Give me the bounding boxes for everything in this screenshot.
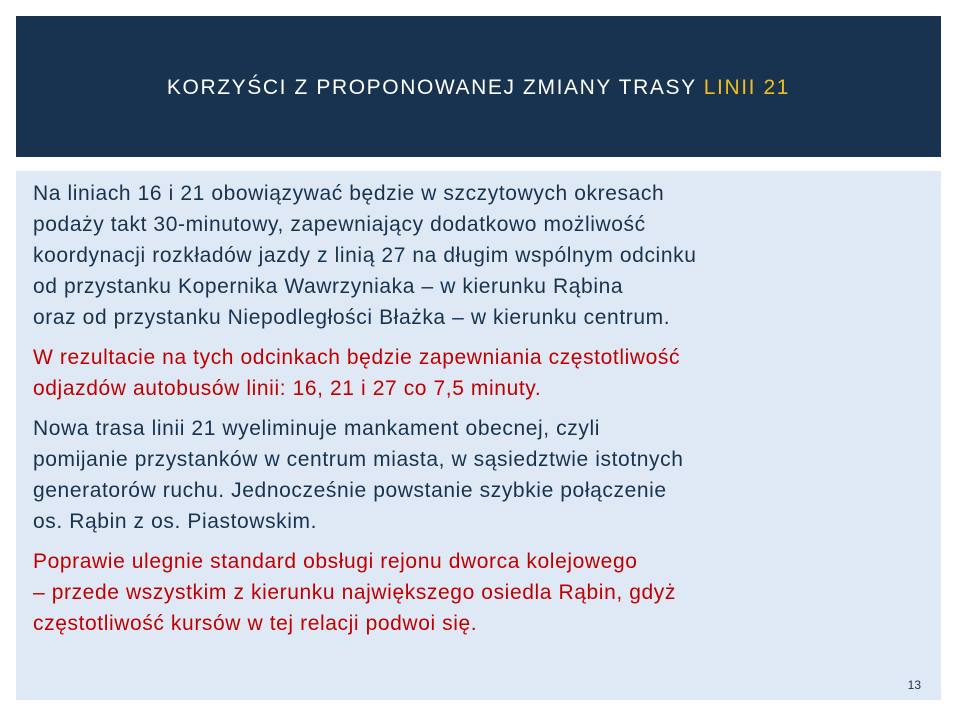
- paragraph-takt: [33, 178, 933, 333]
- slide-title-accent: LINII 21: [703, 75, 791, 99]
- paragraph-new-route: [33, 413, 933, 537]
- slide-title: [167, 76, 790, 100]
- text-line: koordynacji rozkładów jazdy z linią 27 na długim wspólnym odcinku: [33, 244, 697, 267]
- text-line: Na liniach 16 i 21 obowiązywać będzie w szczytowych okresach: [33, 182, 665, 205]
- text-line: Nowa trasa linii 21 wyeliminuje mankament obecnej, czyli: [33, 417, 600, 440]
- text-line: generatorów ruchu. Jednocześnie powstanie szybkie połączenie: [33, 479, 667, 502]
- content-box: [16, 171, 941, 700]
- text-line: os. Rąbin z os. Piastowskim.: [33, 510, 318, 533]
- page-number: 13: [907, 678, 921, 692]
- text-line: odjazdów autobusów linii: 16, 21 i 27 co 7,5 minuty.: [33, 377, 542, 400]
- text-line: W rezultacie na tych odcinkach będzie zapewniania częstotliwość: [33, 346, 681, 369]
- text-line: oraz od przystanku Niepodległości Błażka – w kierunku centrum.: [33, 306, 671, 329]
- text-line: od przystanku Kopernika Wawrzyniaka – w kierunku Rąbina: [33, 275, 624, 298]
- text-line: podaży takt 30-minutowy, zapewniający dodatkowo możliwość: [33, 213, 646, 236]
- title-bar: [16, 16, 941, 157]
- slide-title-main: KORZYŚCI Z PROPONOWANEJ ZMIANY TRASY: [166, 75, 704, 99]
- paragraph-frequency: [33, 342, 933, 404]
- text-line: pomijanie przystanków w centrum miasta, w sąsiedztwie istotnych: [33, 448, 684, 471]
- text-line: częstotliwość kursów w tej relacji podwoi się.: [33, 612, 478, 635]
- paragraph-station-service: [33, 546, 933, 639]
- text-line: Poprawie ulegnie standard obsługi rejonu dworca kolejowego: [33, 550, 638, 573]
- text-line: – przede wszystkim z kierunku największego osiedla Rąbin, gdyż: [33, 581, 676, 604]
